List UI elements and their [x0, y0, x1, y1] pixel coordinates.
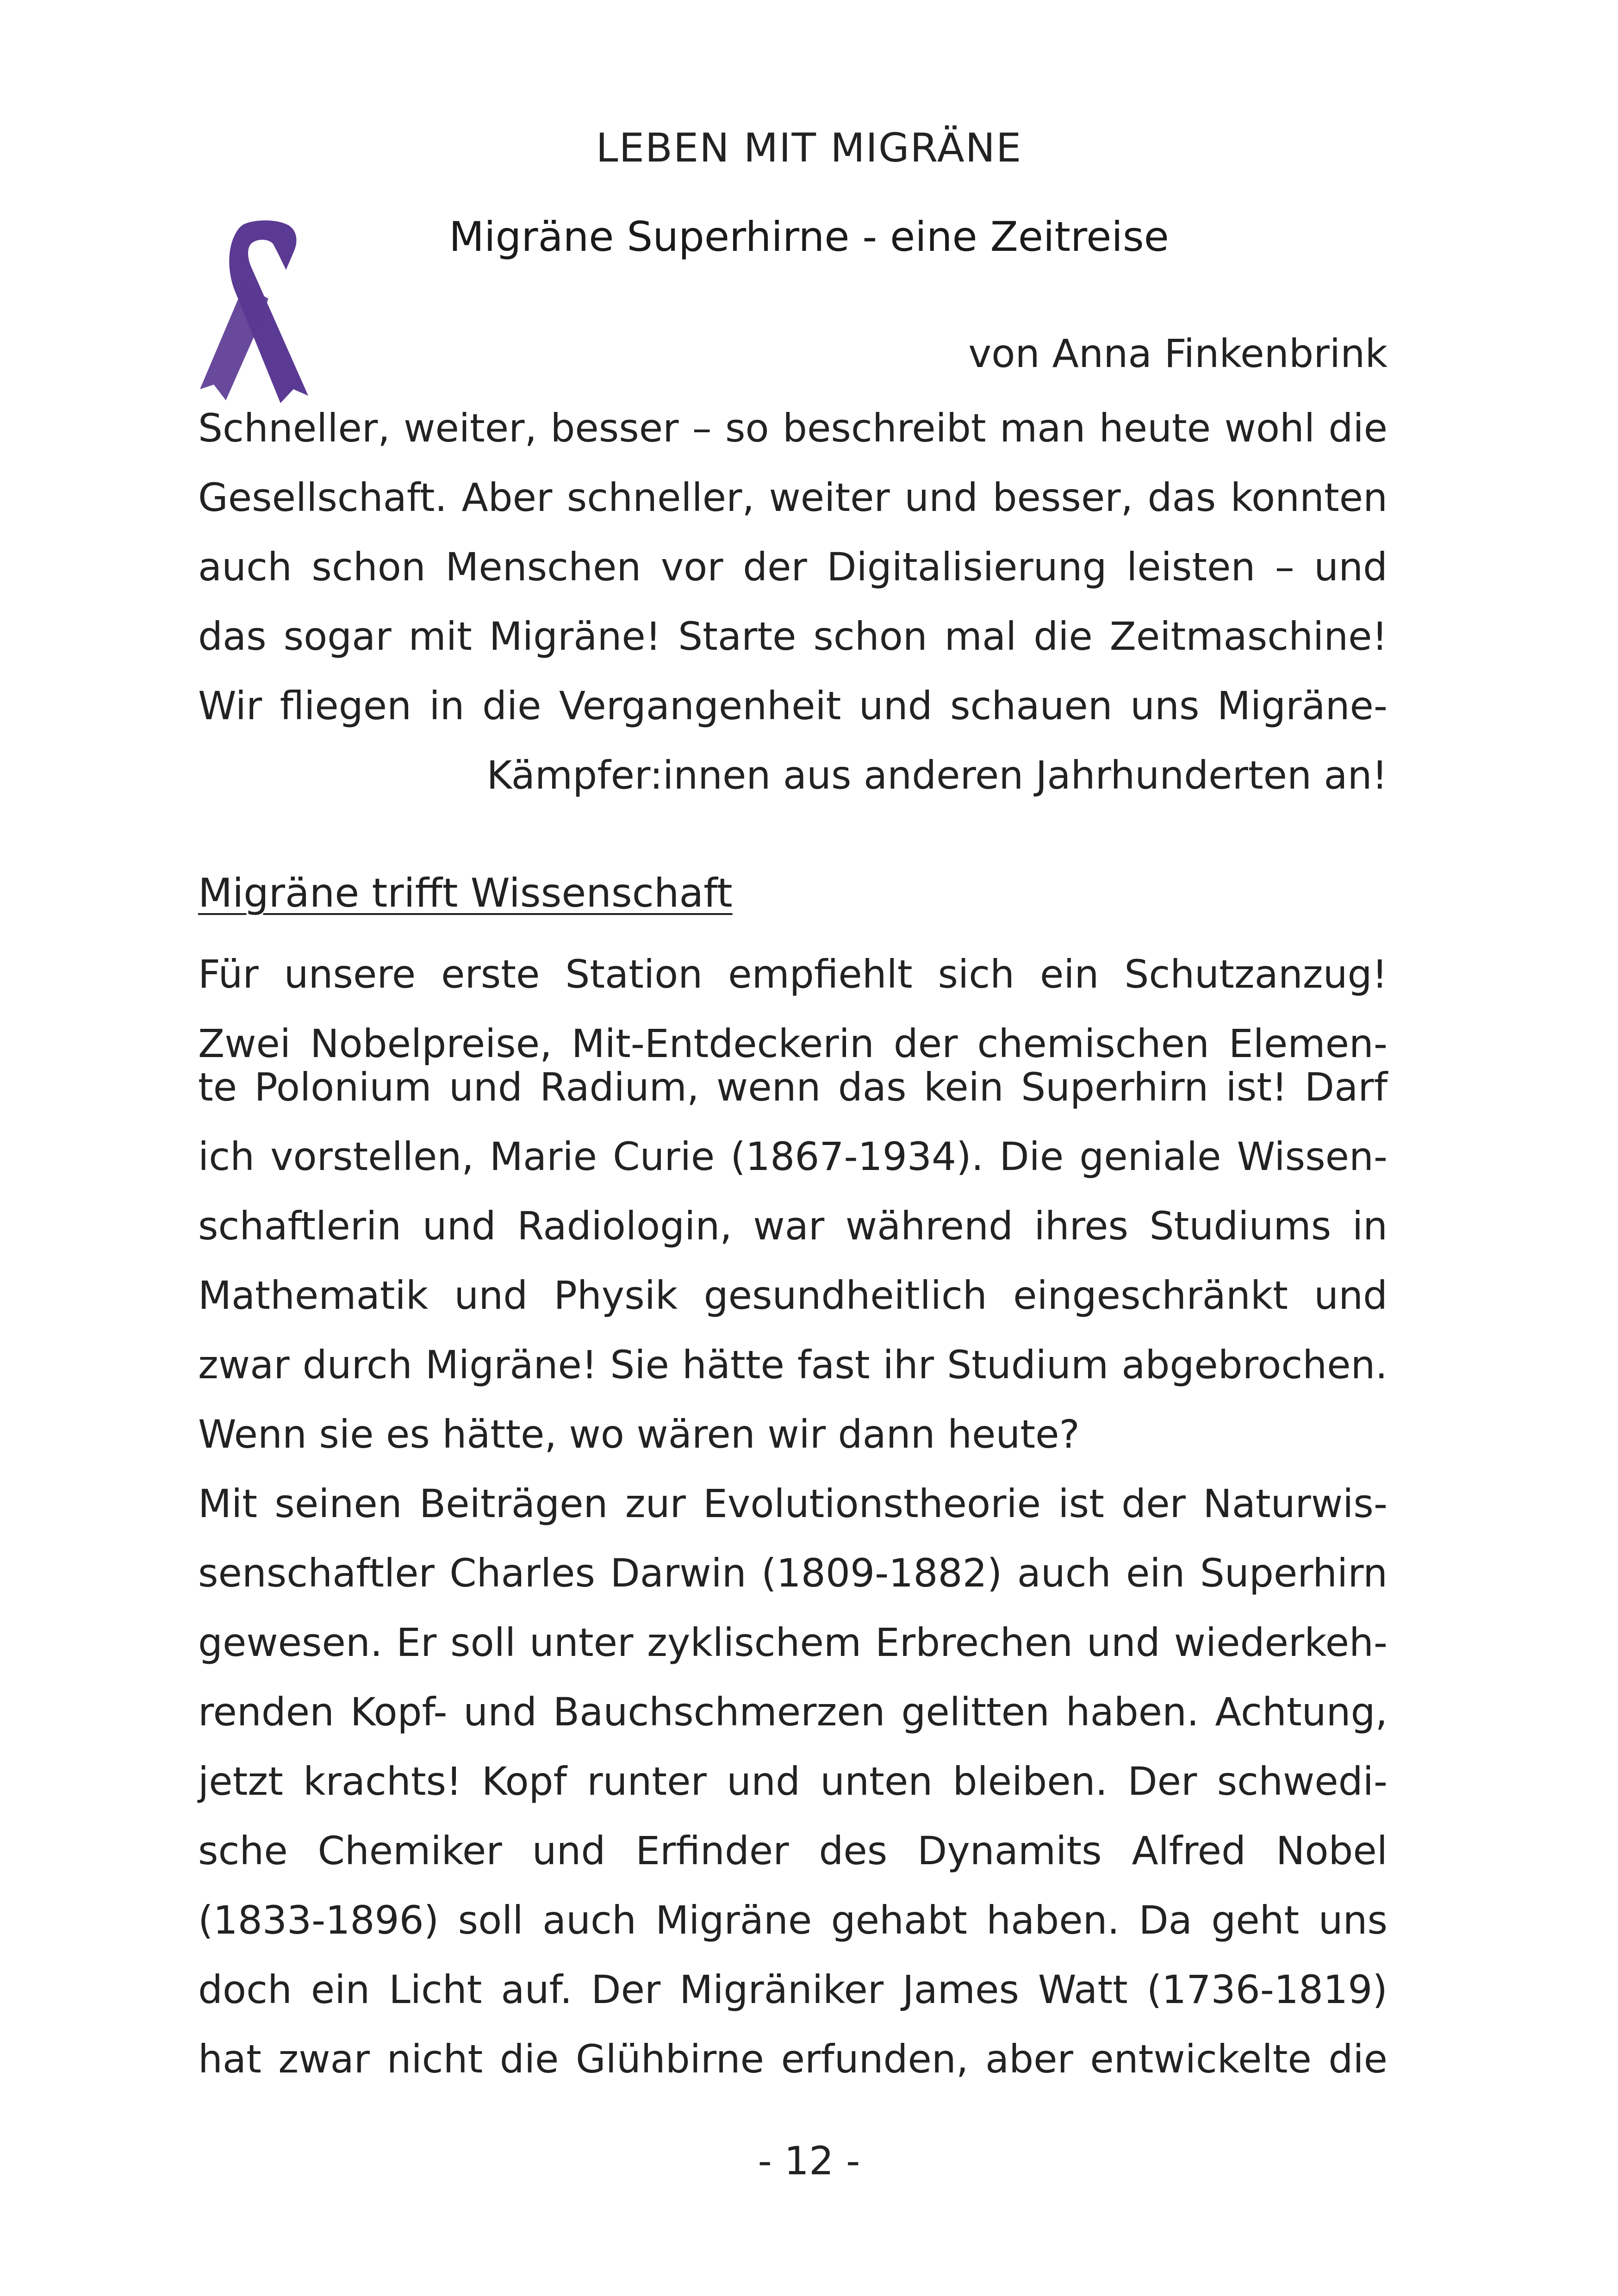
- text-line: (1833-1896) soll auch Migräne gehabt haben. Da geht uns: [198, 1898, 1388, 1943]
- text-line: Mit seinen Beiträgen zur Evolutionstheorie ist der Naturwis-: [198, 1481, 1388, 1526]
- text-line: Schneller, weiter, besser – so beschreibt man heute wohl die: [198, 405, 1388, 451]
- text-line: auch schon Menschen vor der Digitalisierung leisten – und: [198, 544, 1388, 590]
- text-line: Gesellschaft. Aber schneller, weiter und besser, das konnten: [198, 475, 1388, 520]
- text-line: das sogar mit Migräne! Starte schon mal die Zeitmaschine!: [198, 614, 1388, 659]
- text-line: te Polonium und Radium, wenn das kein Superhirn ist! Darf: [198, 1064, 1388, 1110]
- text-line: hat zwar nicht die Glühbirne erfunden, aber entwickelte die: [198, 2036, 1388, 2082]
- text-line: senschaftler Charles Darwin (1809-1882) auch ein Superhirn: [198, 1550, 1388, 1596]
- text-line: Wir fliegen in die Vergangenheit und schauen uns Migräne-: [198, 683, 1388, 728]
- text-line: sche Chemiker und Erfinder des Dynamits Alfred Nobel: [198, 1828, 1388, 1873]
- text-line: doch ein Licht auf. Der Migräniker James Watt (1736-1819): [198, 1967, 1388, 2012]
- text-line: renden Kopf- und Bauchschmerzen gelitten haben. Achtung,: [198, 1689, 1388, 1735]
- text-line: schaftlerin und Radiologin, war während ihres Studiums in: [198, 1203, 1388, 1249]
- text-line: Kämpfer:innen aus anderen Jahrhunderten an!: [486, 753, 1388, 798]
- text-line: jetzt krachts! Kopf runter und unten bleiben. Der schwedi-: [198, 1759, 1388, 1804]
- text-line: ich vorstellen, Marie Curie (1867-1934). Die geniale Wissen-: [198, 1134, 1388, 1179]
- text-line: zwar durch Migräne! Sie hätte fast ihr Studium abgebrochen.: [198, 1342, 1388, 1388]
- intro-paragraph: [198, 393, 1388, 810]
- author-byline: von Anna Finkenbrink: [968, 331, 1388, 376]
- text-line: Mathematik und Physik gesundheitlich eingeschränkt und: [198, 1273, 1388, 1318]
- section-body: [198, 940, 1388, 2094]
- text-line: Wenn sie es hätte, wo wären wir dann heute?: [198, 1412, 1080, 1457]
- article-title: Migräne Superhirne - eine Zeitreise: [449, 213, 1169, 261]
- running-header: LEBEN MIT MIGRÄNE: [596, 125, 1022, 171]
- section-heading: Migräne trifft Wissenschaft: [198, 870, 733, 916]
- text-line: Zwei Nobelpreise, Mit-Entdeckerin der chemischen Elemen-: [198, 1021, 1388, 1066]
- page-number: - 12 -: [758, 2138, 860, 2184]
- text-line: Für unsere erste Station empfiehlt sich ein Schutzanzug!: [198, 952, 1388, 997]
- text-line: gewesen. Er soll unter zyklischem Erbrechen und wiederkeh-: [198, 1620, 1388, 1665]
